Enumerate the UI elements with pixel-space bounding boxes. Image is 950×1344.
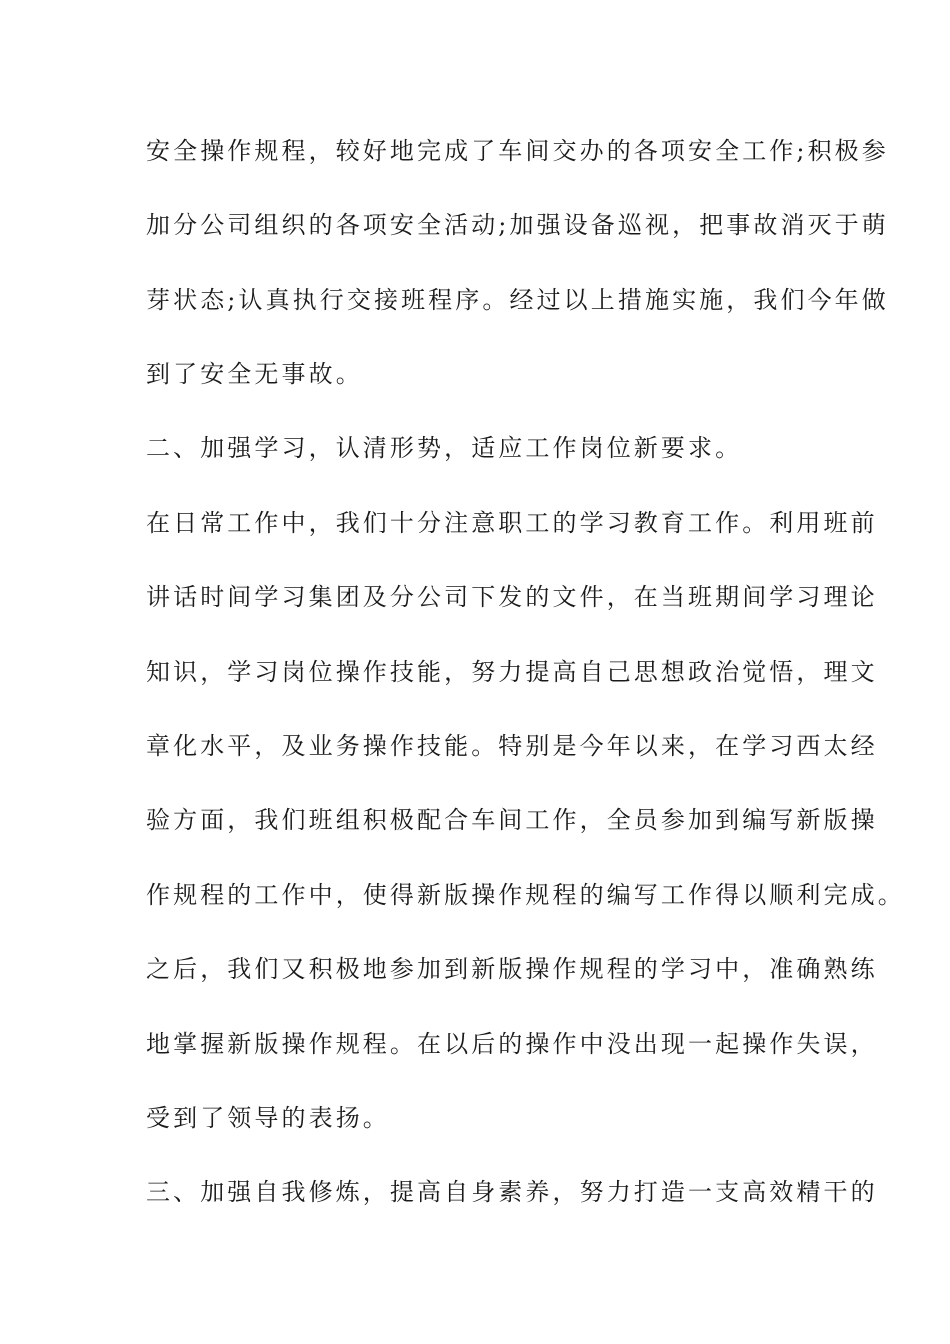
text-line-4: 到了安全无事故。 — [146, 360, 363, 388]
text-line-14: 受到了领导的表扬。 — [146, 1104, 390, 1132]
text-line-6: 在日常工作中，我们十分注意职工的学习教育工作。利用班前 — [146, 509, 878, 537]
text-line-11: 作规程的工作中，使得新版操作规程的编写工作得以顺利完成。 — [146, 881, 905, 909]
section-heading-2: 二、加强学习，认清形势，适应工作岗位新要求。 — [146, 434, 743, 462]
text-line-7: 讲话时间学习集团及分公司下发的文件，在当班期间学习理论 — [146, 583, 878, 611]
section-heading-3: 三、加强自我修炼，提高自身素养，努力打造一支高效精干的 — [146, 1178, 878, 1206]
text-line-9: 章化水平，及业务操作技能。特别是今年以来，在学习西太经 — [146, 732, 878, 760]
text-line-2: 加分公司组织的各项安全活动;加强设备巡视，把事故消灭于萌 — [146, 211, 889, 239]
text-line-1: 安全操作规程，较好地完成了车间交办的各项安全工作;积极参 — [146, 137, 889, 165]
text-line-3: 芽状态;认真执行交接班程序。经过以上措施实施，我们今年做 — [146, 286, 889, 314]
text-line-12: 之后，我们又积极地参加到新版操作规程的学习中，准确熟练 — [146, 955, 878, 983]
text-line-8: 知识，学习岗位操作技能，努力提高自己思想政治觉悟，理文 — [146, 658, 878, 686]
text-line-10: 验方面，我们班组积极配合车间工作，全员参加到编写新版操 — [146, 806, 878, 834]
text-line-13: 地掌握新版操作规程。在以后的操作中没出现一起操作失误， — [146, 1030, 878, 1058]
